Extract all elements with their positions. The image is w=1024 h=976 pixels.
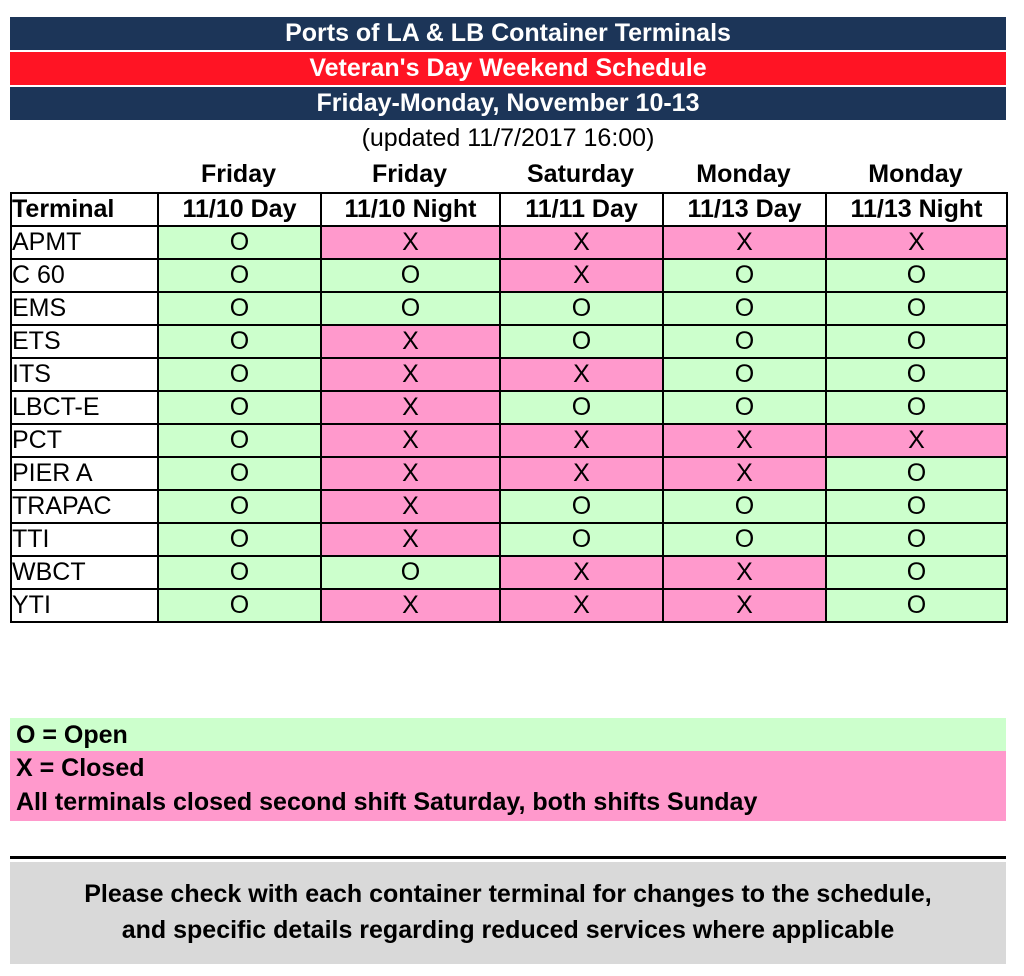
terminal-name: APMT — [11, 226, 158, 259]
day-label: Monday — [696, 160, 791, 188]
notice-line: and specific details regarding reduced services where applicable — [121, 916, 895, 944]
status-cell: X — [500, 259, 663, 292]
table-row — [11, 589, 1007, 622]
day-label: Saturday — [527, 160, 634, 188]
status-cell: O — [321, 292, 500, 325]
status-cell: X — [321, 490, 500, 523]
day-label: Monday — [868, 160, 963, 188]
terminal-name: LBCT-E — [11, 391, 158, 424]
status-cell: O — [158, 556, 321, 589]
status-cell: O — [663, 259, 826, 292]
day-label: Friday — [371, 160, 448, 188]
status-cell: O — [500, 490, 663, 523]
updated-timestamp: (updated 11/7/2017 16:00) — [361, 124, 655, 152]
status-cell: X — [321, 424, 500, 457]
status-cell: O — [500, 523, 663, 556]
terminal-name: TTI — [11, 523, 158, 556]
status-cell: X — [321, 358, 500, 391]
table-row — [11, 424, 1007, 457]
table-row — [11, 490, 1007, 523]
status-cell: O — [826, 589, 1007, 622]
title-banner: Ports of LA & LB Container Terminals — [10, 17, 1006, 50]
status-cell: O — [826, 259, 1007, 292]
status-cell: O — [826, 556, 1007, 589]
status-cell: X — [321, 589, 500, 622]
status-cell: O — [500, 325, 663, 358]
terminal-name: TRAPAC — [11, 490, 158, 523]
status-cell: O — [663, 325, 826, 358]
shift-header: 11/10 Night — [321, 193, 500, 226]
status-cell: O — [826, 325, 1007, 358]
terminal-name: PCT — [11, 424, 158, 457]
status-cell: O — [321, 259, 500, 292]
notice-box — [10, 862, 1006, 964]
status-cell: O — [158, 424, 321, 457]
status-cell: O — [826, 490, 1007, 523]
shift-header: 11/13 Day — [663, 193, 826, 226]
dates-banner: Friday-Monday, November 10-13 — [10, 87, 1006, 120]
status-cell: O — [158, 490, 321, 523]
status-cell: O — [158, 457, 321, 490]
notice-line: Please check with each container terminal for changes to the schedule, — [84, 880, 932, 908]
legend-closed-note: All terminals closed second shift Saturday, both shifts Sunday — [16, 788, 758, 816]
terminal-name: ETS — [11, 325, 158, 358]
status-cell: X — [321, 457, 500, 490]
shift-header: 11/11 Day — [500, 193, 663, 226]
terminal-name: ITS — [11, 358, 158, 391]
table-row — [11, 358, 1007, 391]
status-cell: X — [500, 358, 663, 391]
table-row — [11, 391, 1007, 424]
legend-open-label: O = Open — [16, 721, 128, 749]
shift-header: 11/10 Day — [158, 193, 321, 226]
table-row — [11, 556, 1007, 589]
terminal-name: EMS — [11, 292, 158, 325]
terminal-name: YTI — [11, 589, 158, 622]
status-cell: O — [158, 358, 321, 391]
status-cell: O — [826, 391, 1007, 424]
shift-header: 11/13 Night — [826, 193, 1007, 226]
status-cell: O — [158, 523, 321, 556]
status-cell: X — [663, 226, 826, 259]
table-row — [11, 226, 1007, 259]
legend-closed — [10, 751, 1006, 821]
status-cell: O — [158, 325, 321, 358]
status-cell: X — [500, 457, 663, 490]
status-cell: X — [663, 556, 826, 589]
status-cell: O — [663, 391, 826, 424]
terminal-column-header: Terminal — [11, 193, 158, 226]
status-cell: O — [158, 589, 321, 622]
status-cell: O — [500, 292, 663, 325]
status-cell: X — [321, 325, 500, 358]
status-cell: O — [663, 358, 826, 391]
status-cell: O — [826, 292, 1007, 325]
subtitle-banner: Veteran's Day Weekend Schedule — [10, 52, 1006, 85]
terminal-name: WBCT — [11, 556, 158, 589]
status-cell: X — [826, 226, 1007, 259]
terminal-name: PIER A — [11, 457, 158, 490]
status-cell: O — [826, 358, 1007, 391]
header-row — [11, 193, 1007, 226]
divider — [10, 856, 1006, 859]
status-cell: O — [158, 391, 321, 424]
status-cell: O — [158, 226, 321, 259]
legend-open — [10, 718, 1006, 751]
status-cell: X — [663, 589, 826, 622]
day-label: Friday — [200, 160, 277, 188]
table-row — [11, 457, 1007, 490]
schedule-table — [10, 192, 1008, 623]
schedule-body — [11, 226, 1007, 622]
status-cell: O — [663, 292, 826, 325]
status-cell: O — [663, 523, 826, 556]
status-cell: X — [321, 391, 500, 424]
status-cell: X — [663, 424, 826, 457]
status-cell: O — [158, 292, 321, 325]
status-cell: X — [500, 556, 663, 589]
status-cell: X — [500, 589, 663, 622]
status-cell: O — [158, 259, 321, 292]
status-cell: O — [663, 490, 826, 523]
status-cell: X — [321, 226, 500, 259]
status-cell: O — [826, 457, 1007, 490]
table-row — [11, 523, 1007, 556]
legend-closed-label: X = Closed — [16, 754, 145, 782]
status-cell: X — [500, 226, 663, 259]
status-cell: O — [826, 523, 1007, 556]
status-cell: O — [500, 391, 663, 424]
table-row — [11, 325, 1007, 358]
status-cell: O — [321, 556, 500, 589]
terminal-name: C 60 — [11, 259, 158, 292]
table-row — [11, 292, 1007, 325]
status-cell: X — [663, 457, 826, 490]
status-cell: X — [321, 523, 500, 556]
status-cell: X — [500, 424, 663, 457]
status-cell: X — [826, 424, 1007, 457]
table-row — [11, 259, 1007, 292]
